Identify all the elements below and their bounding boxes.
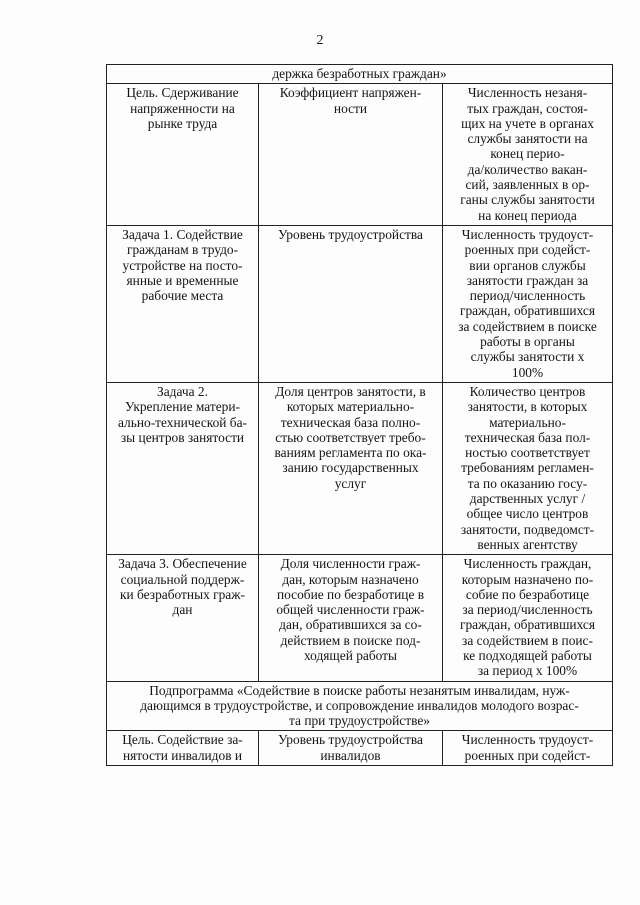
cell-text-line: Уровень трудоустройства	[278, 226, 423, 242]
cell-text-line: техническая база полно-	[280, 414, 421, 430]
cell-text-line: та по оказанию госу-	[467, 475, 588, 491]
cell-text-line: дан, которым назначено	[282, 571, 419, 587]
cell-text-line: общей численности граж-	[276, 602, 425, 618]
cell-text-line: за содействием в поис-	[462, 632, 593, 648]
cell-text-line: требованиям регламен-	[461, 460, 594, 476]
cell-text-line: Доля центров занятости, в	[275, 383, 426, 399]
cell-text-line: Численность трудоуст-	[461, 226, 594, 242]
cell-text-line: за содействием в поиске	[458, 318, 597, 334]
cell-text-line: ганы службы занятости	[460, 192, 595, 208]
cell-text-line: та при трудоустройстве»	[289, 713, 430, 729]
indicator-cell	[259, 84, 443, 226]
cell-text-line: службы занятости на	[467, 131, 588, 147]
cell-text-line: на конец периода	[478, 207, 577, 223]
cell-text-line: щих на учете в органах	[461, 115, 594, 131]
cell-text-line: ке подходящей работы	[463, 647, 592, 663]
cell-text-line: тых граждан, состоя-	[467, 100, 588, 116]
cell-text-line: дан	[172, 602, 193, 618]
cell-text-line: период/численность	[469, 288, 586, 304]
cell-text-line: службы занятости х	[470, 349, 585, 365]
indicator-cell	[259, 555, 443, 681]
method-cell	[443, 225, 613, 382]
table-row	[107, 84, 613, 226]
cell-text-line: Подпрограмма «Содействие в поиске работы незанятым инвалидам, нуж-	[149, 682, 570, 698]
cell-text-line: ностью соответствует	[465, 445, 590, 461]
cell-text-line: занятости, в которых	[467, 399, 588, 415]
cell-text-line: Задача 2.	[157, 383, 208, 399]
cell-text-line: ально-технической ба-	[117, 414, 248, 430]
cell-text-line: граждан, обратившихся	[459, 303, 596, 319]
method-cell	[443, 84, 613, 226]
cell-text-line: Задача 1. Содействие	[122, 226, 243, 242]
indicator-cell	[259, 731, 443, 766]
cell-text-line: занию государственных	[282, 460, 419, 476]
cell-text-line: ходящей работы	[303, 647, 398, 663]
cell-text-line: гражданам в трудо-	[126, 242, 239, 258]
goal-cell	[107, 555, 259, 681]
indicator-cell	[259, 382, 443, 554]
method-cell	[443, 555, 613, 681]
cell-text-line: да/количество вакан-	[467, 161, 588, 177]
cell-text-line: зы центров занятости	[120, 429, 245, 445]
cell-text-line: венных агентству	[477, 536, 578, 552]
cell-text-line: Доля численности граж-	[280, 556, 421, 572]
cell-text-line: Укрепление матери-	[125, 399, 240, 415]
cell-text-line: услуг	[334, 475, 367, 491]
cell-text-line: напряженности на	[130, 100, 235, 116]
table-row-continuation	[107, 65, 613, 84]
method-cell	[443, 731, 613, 766]
goal-cell	[107, 225, 259, 382]
cell-text-line: дан, обратившихся за со-	[279, 617, 422, 633]
cell-text-line: дающимся в трудоустройстве, и сопровождение инвалидов молодого возрас-	[140, 697, 579, 713]
table-row	[107, 382, 613, 554]
cell-text-line: Коэффициент напряжен-	[279, 85, 422, 101]
indicator-cell	[259, 225, 443, 382]
table-row-subprogram	[107, 681, 613, 731]
cell-text-line: ности	[333, 100, 368, 116]
cell-text-line: действием в поиске под-	[280, 632, 421, 648]
cell-text-line: за период/численность	[462, 602, 593, 618]
cell-text-line: ки безработных граж-	[120, 586, 245, 602]
cell-text-line: янные и временные	[126, 272, 239, 288]
cell-text-line: пособие по безработице в	[276, 586, 425, 602]
cell-text-line: материально-	[489, 414, 566, 430]
cell-text-line: которых материально-	[286, 399, 415, 415]
cell-text-line: сий, заявленных в ор-	[465, 177, 590, 193]
table-row	[107, 731, 613, 766]
cell-text-line: роенных при содейст-	[464, 747, 591, 763]
cell-text-line: граждан, обратившихся	[459, 617, 596, 633]
cell-text-line: техническая база пол-	[464, 429, 591, 445]
cell-text-line: роенных при содейст-	[464, 242, 591, 258]
cell-text-line: Количество центров	[469, 383, 586, 399]
subprogram-cell	[107, 681, 613, 731]
cell-text-line: рабочие места	[141, 288, 224, 304]
goal-cell	[107, 382, 259, 554]
cell-text-line: за период х 100%	[477, 663, 578, 679]
goal-cell	[107, 731, 259, 766]
cell-text-line: Численность трудоуст-	[461, 732, 594, 748]
table-row	[107, 555, 613, 681]
cell-text-line: общее число центров	[466, 506, 589, 522]
cell-text-line: нятости инвалидов и	[122, 747, 243, 763]
cell-text-line: занятости, подведомст-	[460, 521, 595, 537]
cell-text-line: ваниям регламента по ока-	[274, 445, 427, 461]
cell-text-line: устройстве на посто-	[122, 257, 243, 273]
cell-text-line: собие по безработице	[465, 586, 590, 602]
cell-text-line: работы в органы	[480, 334, 575, 350]
indicators-table	[106, 64, 613, 766]
cell-text-line: Цель. Содействие за-	[122, 732, 243, 748]
continuation-cell	[107, 65, 613, 84]
cell-text-line: конец перио-	[490, 146, 565, 162]
goal-cell	[107, 84, 259, 226]
cell-text-line: занятости граждан за	[466, 272, 589, 288]
cell-text-line: социальной поддерж-	[120, 571, 245, 587]
cell-text-line: которым назначено по-	[461, 571, 594, 587]
cell-text-line: инвалидов	[320, 747, 381, 763]
cell-text-line: Численность граждан,	[463, 556, 592, 572]
table-row	[107, 225, 613, 382]
cell-text-line: Цель. Сдерживание	[126, 85, 239, 101]
cell-text-line: Уровень трудоустройства	[278, 732, 423, 748]
cell-text-line: вии органов службы	[469, 257, 586, 273]
method-cell	[443, 382, 613, 554]
cell-text-line: рынке труда	[147, 115, 218, 131]
cell-text-line: Численность незаня-	[467, 85, 588, 101]
cell-text-line: дарственных услуг /	[469, 491, 586, 507]
cell-text-line: стью соответствует требо-	[275, 429, 426, 445]
page-number: 2	[316, 33, 324, 48]
continuation-text: держка безработных граждан»	[272, 66, 447, 81]
cell-text-line: Задача 3. Обеспечение	[118, 556, 247, 572]
cell-text-line: 100%	[511, 364, 544, 380]
